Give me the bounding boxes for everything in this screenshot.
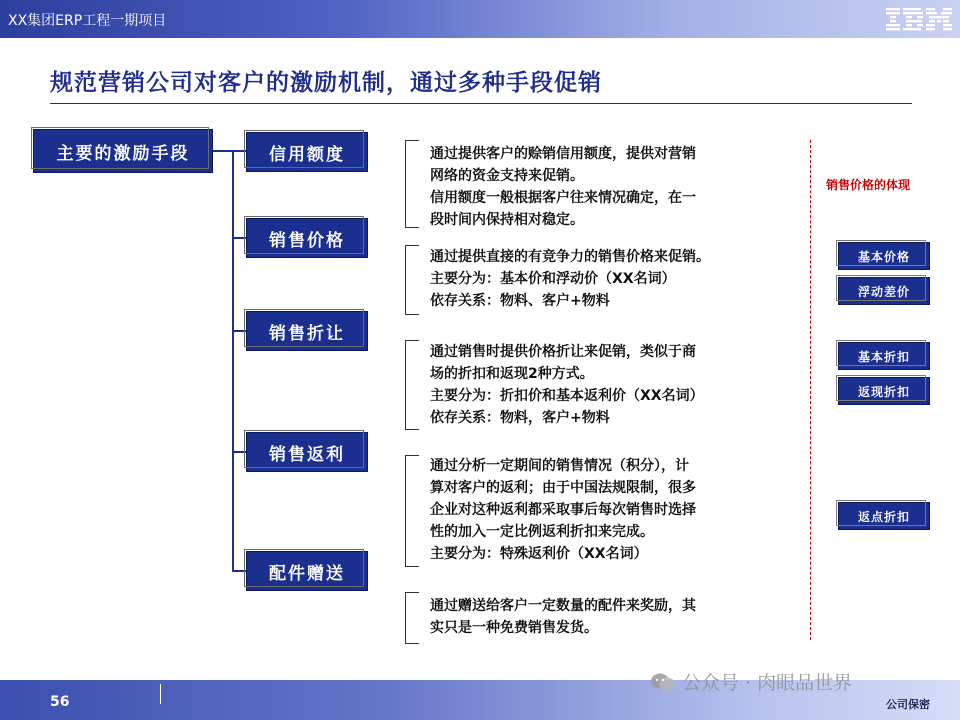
desc-line: 通过分析一定期间的销售情况（积分），计 <box>430 458 689 474</box>
confidential-label: 公司保密 <box>886 698 930 711</box>
desc-sales-rebate <box>430 455 790 565</box>
connector-branch-2 <box>232 237 246 239</box>
desc-line: 依存关系：物料，客户+物料 <box>430 410 610 426</box>
desc-line: 性的加入一定比例返利折扣来完成。 <box>430 524 654 540</box>
desc-line: 信用额度一般根据客户往来情况确定，在一 <box>430 190 696 206</box>
tag-rebate-discount: 返点折扣 <box>838 502 930 530</box>
page-number: 56 <box>50 694 70 710</box>
ibm-logo-icon <box>886 6 952 34</box>
desc-line: 场的折扣和返现2种方式。 <box>430 366 594 382</box>
headline-divider <box>50 103 912 104</box>
tag-base-price: 基本价格 <box>838 242 930 270</box>
desc-line: 实只是一种免费销售发货。 <box>430 620 598 636</box>
desc-line: 主要分为：折扣价和基本返利价（XX名词） <box>430 388 704 404</box>
category-sales-rebate: 销售返利 <box>246 432 368 472</box>
desc-line: 依存关系：物料、客户+物料 <box>430 293 610 309</box>
bracket-accessory-gift <box>405 592 419 644</box>
desc-line: 通过赠送给客户一定数量的配件来奖励，其 <box>430 598 696 614</box>
category-sales-discount: 销售折让 <box>246 311 368 351</box>
desc-line: 主要分为：基本价和浮动价（XX名词） <box>430 271 676 287</box>
desc-sales-discount <box>430 341 790 429</box>
bracket-sales-price <box>405 245 419 315</box>
bracket-credit-limit <box>405 140 419 228</box>
bracket-sales-discount <box>405 340 419 430</box>
connector-trunk-vertical <box>232 150 234 571</box>
desc-line: 段时间内保持相对稳定。 <box>430 212 584 228</box>
root-box-main-incentives: 主要的激励手段 <box>33 129 213 173</box>
red-dashed-divider <box>810 140 811 640</box>
side-title: 销售价格的体现 <box>826 178 911 192</box>
category-accessory-gift: 配件赠送 <box>246 551 368 591</box>
connector-root-horizontal <box>213 150 246 152</box>
watermark <box>650 668 852 695</box>
desc-sales-price <box>430 246 790 312</box>
category-credit-limit: 信用额度 <box>246 132 368 172</box>
connector-branch-4 <box>232 451 246 453</box>
project-title: XX集团ERP工程一期项目 <box>8 13 167 29</box>
bracket-sales-rebate <box>405 455 419 567</box>
slide-headline: 规范营销公司对客户的激励机制，通过多种手段促销 <box>50 70 602 96</box>
footer-divider <box>160 684 161 704</box>
desc-line: 网络的资金支持来促销。 <box>430 168 584 184</box>
wechat-icon <box>650 672 676 692</box>
desc-line: 通过销售时提供价格折让来促销，类似于商 <box>430 344 696 360</box>
desc-line: 企业对这种返利都采取事后每次销售时选择 <box>430 502 696 518</box>
tag-floating-price: 浮动差价 <box>838 277 930 305</box>
desc-credit-limit <box>430 143 790 231</box>
category-sales-price: 销售价格 <box>246 218 368 258</box>
desc-line: 通过提供直接的有竞争力的销售价格来促销。 <box>430 249 710 265</box>
desc-line: 算对客户的返利；由于中国法规限制，很多 <box>430 480 696 496</box>
desc-accessory-gift <box>430 595 790 639</box>
desc-line: 通过提供客户的赊销信用额度，提供对营销 <box>430 146 696 162</box>
connector-branch-3 <box>232 330 246 332</box>
desc-line: 主要分为：特殊返利价（XX名词） <box>430 546 648 562</box>
connector-branch-5 <box>232 570 246 572</box>
watermark-text: 公众号 · 肉眼品世界 <box>682 672 853 694</box>
tag-cashback-discount: 返现折扣 <box>838 377 930 405</box>
tag-base-discount: 基本折扣 <box>838 342 930 370</box>
